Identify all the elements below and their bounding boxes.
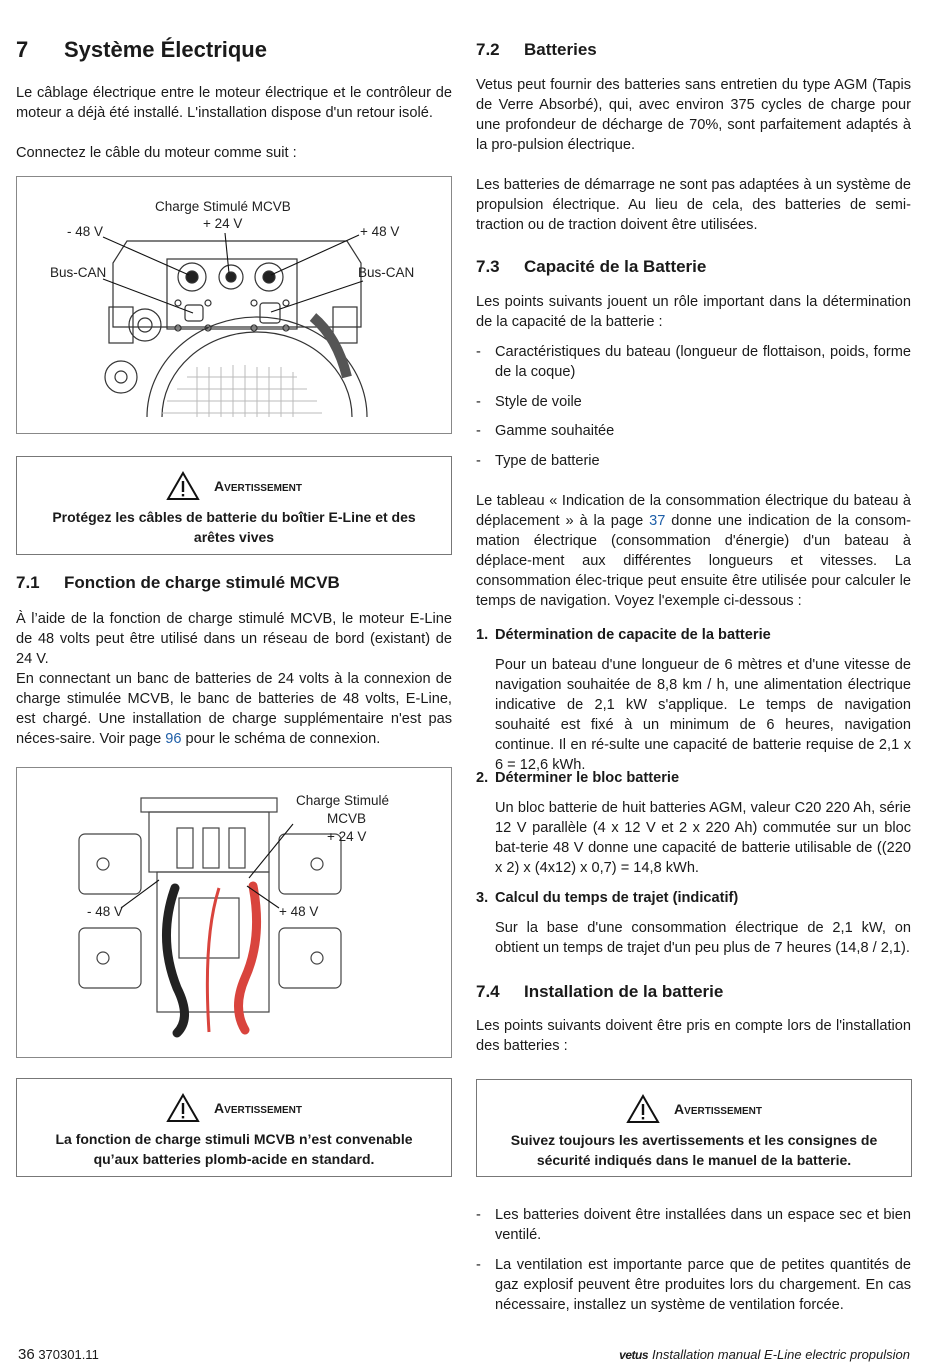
section-7-1-heading bbox=[16, 571, 452, 595]
step-text: Sur la base d'une consommation électrique de 2,1 kW, on obtient un temps de trajet d'un peu plus de 7 heures (14,8 / 2,1). bbox=[495, 920, 911, 956]
text: donne une indication de la consom-mation électrique (consommation d'énergie) d'un bateau à déplace-ment aux différentes longueurs et vitesses. La consommation élec-trique peut ensuite être utilisée pour calculer le temps de navigation. Voyez l'exemple ci-dessous : bbox=[476, 513, 911, 609]
step-text: Pour un bateau d'une longueur de 6 mètres et d'une vitesse de navigation souhaitée de 8,8 km / h, une alimentation électrique indicative de 2,1 kW s'applique. Le temps de navigation souhaité est fixé à un minimum de 6 heures, navigation continue. Il en ré-sulte une capacité de batterie requise de 2,1 x 6 = 12,6 kWh. bbox=[495, 657, 911, 773]
paragraph bbox=[476, 491, 911, 611]
list-item bbox=[476, 342, 911, 382]
controller-drawing bbox=[17, 768, 451, 1057]
paragraph: Les batteries de démarrage ne sont pas adaptées à un système de propulsion électrique. Au lieu de cela, des batteries de semi-traction ou de traction doivent être utilisées. bbox=[476, 177, 911, 233]
list-item-text: La ventilation est importante parce que de petites quantités de gaz explosif peuvent être produites lors du chargement. En cas nécessaire, installez un système de ventilation forcée. bbox=[495, 1257, 911, 1313]
step-title: Calcul du temps de trajet (indicatif) bbox=[495, 890, 739, 906]
label-charge-mcvb: Charge Stimulé MCVB bbox=[155, 199, 291, 214]
list-item-text: Caractéristiques du bateau (longueur de flottaison, poids, forme de la coque) bbox=[495, 344, 911, 380]
step-number: 2. bbox=[476, 770, 489, 786]
list-item-text: Style de voile bbox=[495, 394, 582, 410]
paragraph: Les points suivants doivent être pris en compte lors de l'installation des batteries : bbox=[476, 1018, 911, 1054]
section-title: Installation de la batterie bbox=[524, 982, 724, 1001]
document-number: 370301.11 bbox=[38, 1347, 99, 1362]
list-item bbox=[476, 392, 911, 412]
warning-triangle-icon bbox=[626, 1094, 660, 1124]
step-title: Détermination de capacite de la batterie bbox=[495, 627, 771, 643]
label-plus-24v: + 24 V bbox=[327, 829, 367, 844]
step-text: Un bloc batterie de huit batteries AGM, valeur C20 220 Ah, série 12 V parallèle (4 x 12 V et 2 x 220 Ah) commutée sur un bloc bat-terie 48 V donne une capacité de batterie utilisable de ((220 x 2) x (4x12) x 0,7) = 14,8 kWh. bbox=[495, 800, 911, 876]
footer-right bbox=[619, 1345, 910, 1365]
text: En connectant un banc de batteries de 24 volts à la connexion de charge stimulée MCVB, le banc de batteries de 48 volts, E-Line, est chargé. Une installation de charge supplémentaire n'est pas néces-saire. Voir page bbox=[16, 671, 452, 747]
vetus-logo: vetus bbox=[619, 1348, 649, 1362]
list-item bbox=[476, 1255, 911, 1315]
label-bus-can-right: Bus-CAN bbox=[358, 265, 415, 280]
warning-box bbox=[476, 1079, 912, 1177]
footer-left bbox=[18, 1345, 99, 1365]
paragraph: Connectez le câble du moteur comme suit : bbox=[16, 145, 297, 161]
dash-bullet: - bbox=[476, 453, 481, 469]
label-bus-can-left: Bus-CAN bbox=[50, 265, 107, 280]
label-charge-stimule: Charge Stimulé bbox=[296, 793, 390, 808]
warning-text: La fonction de charge stimuli MCVB n’est convenable qu’aux batteries plomb-acide en standard. bbox=[55, 1131, 413, 1167]
section-title: Fonction de charge stimulé MCVB bbox=[64, 573, 340, 592]
mcvb-connection-figure bbox=[16, 767, 452, 1058]
page-link[interactable]: 37 bbox=[649, 513, 666, 529]
step-number: 1. bbox=[476, 627, 489, 643]
dash-bullet: - bbox=[476, 394, 481, 410]
dash-bullet: - bbox=[476, 1207, 481, 1223]
warning-title: Avertissement bbox=[214, 1100, 302, 1116]
warning-triangle-icon bbox=[166, 471, 200, 501]
warning-box bbox=[16, 1078, 452, 1177]
section-title: Capacité de la Batterie bbox=[524, 257, 707, 276]
list-item bbox=[476, 451, 911, 471]
warning-box bbox=[16, 456, 452, 555]
section-number: 7 bbox=[16, 37, 29, 62]
step-heading bbox=[476, 625, 911, 645]
warning-title: Avertissement bbox=[674, 1101, 762, 1117]
warning-text: Suivez toujours les avertissements et les consignes de sécurité indiqués dans le manuel de la batterie. bbox=[510, 1132, 878, 1168]
warning-title: Avertissement bbox=[214, 478, 302, 494]
warning-text: Protégez les câbles de batterie du boîtier E-Line et des arêtes vives bbox=[52, 509, 416, 545]
paragraph: À l’aide de la fonction de charge stimulé MCVB, le moteur E-Line de 48 volts peut être utilisé dans un réseau de bord (existant) de 24 V. bbox=[16, 611, 452, 667]
section-title: Système Électrique bbox=[64, 37, 267, 62]
label-minus-48v: - 48 V bbox=[67, 224, 104, 239]
dash-bullet: - bbox=[476, 1257, 481, 1273]
page-number: 36 bbox=[18, 1346, 35, 1363]
list-item bbox=[476, 421, 911, 441]
motor-connections-figure bbox=[16, 176, 452, 434]
paragraph bbox=[16, 669, 452, 749]
label-minus-48v: - 48 V bbox=[87, 904, 124, 919]
list-item-text: Les batteries doivent être installées dans un espace sec et bien ventilé. bbox=[495, 1207, 911, 1243]
manual-title: Installation manual E-Line electric propulsion bbox=[652, 1347, 910, 1362]
step-heading bbox=[476, 888, 911, 908]
label-plus-24v: + 24 V bbox=[203, 216, 243, 231]
step-number: 3. bbox=[476, 890, 489, 906]
page-link[interactable]: 96 bbox=[165, 731, 182, 747]
label-plus-48v: + 48 V bbox=[279, 904, 319, 919]
text: pour le schéma de connexion. bbox=[181, 731, 381, 747]
section-7-4-heading bbox=[476, 980, 911, 1004]
section-title: Batteries bbox=[524, 40, 597, 59]
paragraph: Le câblage électrique entre le moteur électrique et le contrôleur de moteur a déjà été installé. L'installation dispose d'un retour isolé. bbox=[16, 85, 452, 121]
list-item-text: Gamme souhaitée bbox=[495, 423, 615, 439]
section-number: 7.4 bbox=[476, 982, 500, 1001]
label-plus-48v: + 48 V bbox=[360, 224, 400, 239]
step-heading bbox=[476, 768, 911, 788]
text: Le tableau « Indication de la consommation électrique du bateau à déplacement » à la page bbox=[476, 493, 911, 529]
dash-bullet: - bbox=[476, 344, 481, 360]
step-title: Déterminer le bloc batterie bbox=[495, 770, 680, 786]
paragraph: Les points suivants jouent un rôle important dans la détermination de la capacité de la batterie : bbox=[476, 294, 911, 330]
section-7-3-heading bbox=[476, 255, 911, 279]
paragraph: Vetus peut fournir des batteries sans entretien du type AGM (Tapis de Verre Absorbé), qui, avec environ 375 cycles de charge pour une profondeur de décharge de 70%, sont parfaitement adaptés à la pro-pulsion électrique. bbox=[476, 77, 911, 153]
section-number: 7.2 bbox=[476, 40, 500, 59]
dash-bullet: - bbox=[476, 423, 481, 439]
list-item bbox=[476, 1205, 911, 1245]
label-mcvb: MCVB bbox=[327, 811, 367, 826]
list-item-text: Type de batterie bbox=[495, 453, 600, 469]
section-number: 7.3 bbox=[476, 257, 500, 276]
warning-triangle-icon bbox=[166, 1093, 200, 1123]
section-7-2-heading bbox=[476, 38, 911, 62]
section-number: 7.1 bbox=[16, 573, 40, 592]
section-7-heading bbox=[16, 36, 452, 64]
